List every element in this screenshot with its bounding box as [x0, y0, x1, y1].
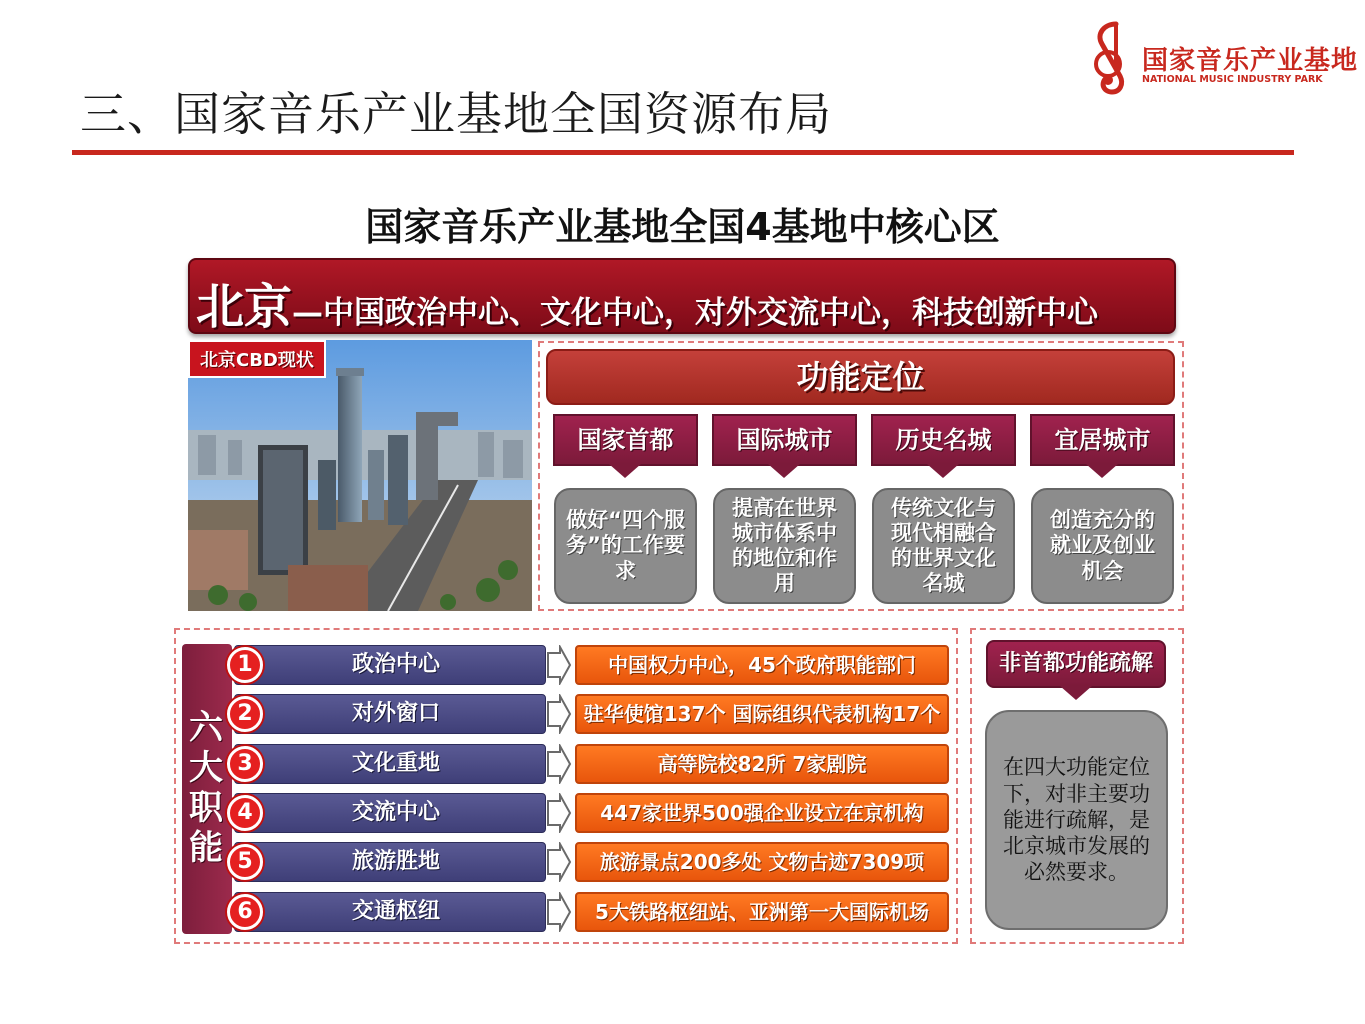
duty-bar [234, 744, 546, 784]
duty-name: 交流中心 [351, 800, 440, 825]
photo-caption-tag: 北京CBD现状 [188, 340, 326, 378]
duty-name: 旅游胜地 [351, 849, 440, 874]
duty-number-badge: 2 [227, 696, 263, 732]
duty-name: 交通枢纽 [351, 899, 440, 924]
down-arrow-icon [1086, 464, 1118, 478]
duty-value: 高等院校82所 7家剧院 [575, 744, 949, 784]
duty-bar [234, 694, 546, 734]
duty-bar [234, 793, 546, 833]
down-arrow-icon [768, 464, 800, 478]
beijing-cbd-photo [188, 340, 532, 611]
duty-name: 政治中心 [351, 652, 440, 677]
right-arrow-icon [546, 892, 572, 932]
right-arrow-icon [546, 645, 572, 685]
cbd-skyline-illustration [188, 340, 532, 611]
duty-value: 5大铁路枢纽站、亚洲第一大国际机场 [575, 892, 949, 932]
duty-value: 驻华使馆137个 国际组织代表机构17个 [575, 694, 949, 734]
duty-bar [234, 645, 546, 685]
right-arrow-icon [546, 793, 572, 833]
duty-name: 对外窗口 [351, 701, 440, 726]
down-arrow-icon [609, 464, 641, 478]
duty-number-badge: 5 [227, 844, 263, 880]
duty-bar [234, 892, 546, 932]
music-note-logo-icon [1086, 18, 1140, 98]
six-duties-label: 六大职能 [189, 708, 223, 868]
duty-number-badge: 3 [227, 746, 263, 782]
position-tab-livable: 宜居城市 [1030, 414, 1175, 466]
beijing-banner [188, 258, 1176, 334]
duty-value: 中国权力中心，45个政府职能部门 [575, 645, 949, 685]
function-positioning-title: 功能定位 [546, 349, 1175, 405]
duty-value: 447家世界500强企业设立在京机构 [575, 793, 949, 833]
duty-value: 旅游景点200多处 文物古迹7309项 [575, 842, 949, 882]
position-desc-livable: 创造充分的就业及创业机会 [1031, 488, 1174, 604]
non-capital-desc: 在四大功能定位下，对非主要功能进行疏解，是北京城市发展的必然要求。 [985, 710, 1168, 930]
duty-number-badge: 6 [227, 894, 263, 930]
duty-number-badge: 4 [227, 795, 263, 831]
duty-bar [234, 842, 546, 882]
slide-title: 三、国家音乐产业基地全国资源布局 [80, 87, 832, 141]
down-arrow-icon [927, 464, 959, 478]
right-arrow-icon [546, 694, 572, 734]
right-arrow-icon [546, 842, 572, 882]
duty-name: 文化重地 [351, 751, 440, 776]
position-tab-capital: 国家首都 [553, 414, 698, 466]
section-subtitle: 国家音乐产业基地全国4基地中核心区 [365, 205, 1000, 249]
right-arrow-icon [546, 744, 572, 784]
position-tab-historic: 历史名城 [871, 414, 1016, 466]
non-capital-title: 非首都功能疏解 [986, 640, 1166, 688]
banner-city: 北京 [196, 279, 293, 334]
title-divider [72, 150, 1294, 155]
brand-logo [1086, 18, 1359, 98]
position-desc-international: 提高在世界城市体系中的地位和作用 [713, 488, 856, 604]
logo-chinese-name: 国家音乐产业基地 [1142, 46, 1359, 76]
position-desc-capital: 做好“四个服务”的工作要求 [554, 488, 697, 604]
logo-english-name: NATIONAL MUSIC INDUSTRY PARK [1142, 74, 1323, 85]
duty-number-badge: 1 [227, 647, 263, 683]
position-desc-historic: 传统文化与现代相融合的世界文化名城 [872, 488, 1015, 604]
down-arrow-icon [1060, 686, 1092, 700]
banner-roles: —中国政治中心、文化中心，对外交流中心，科技创新中心 [292, 295, 1099, 331]
position-tab-international: 国际城市 [712, 414, 857, 466]
